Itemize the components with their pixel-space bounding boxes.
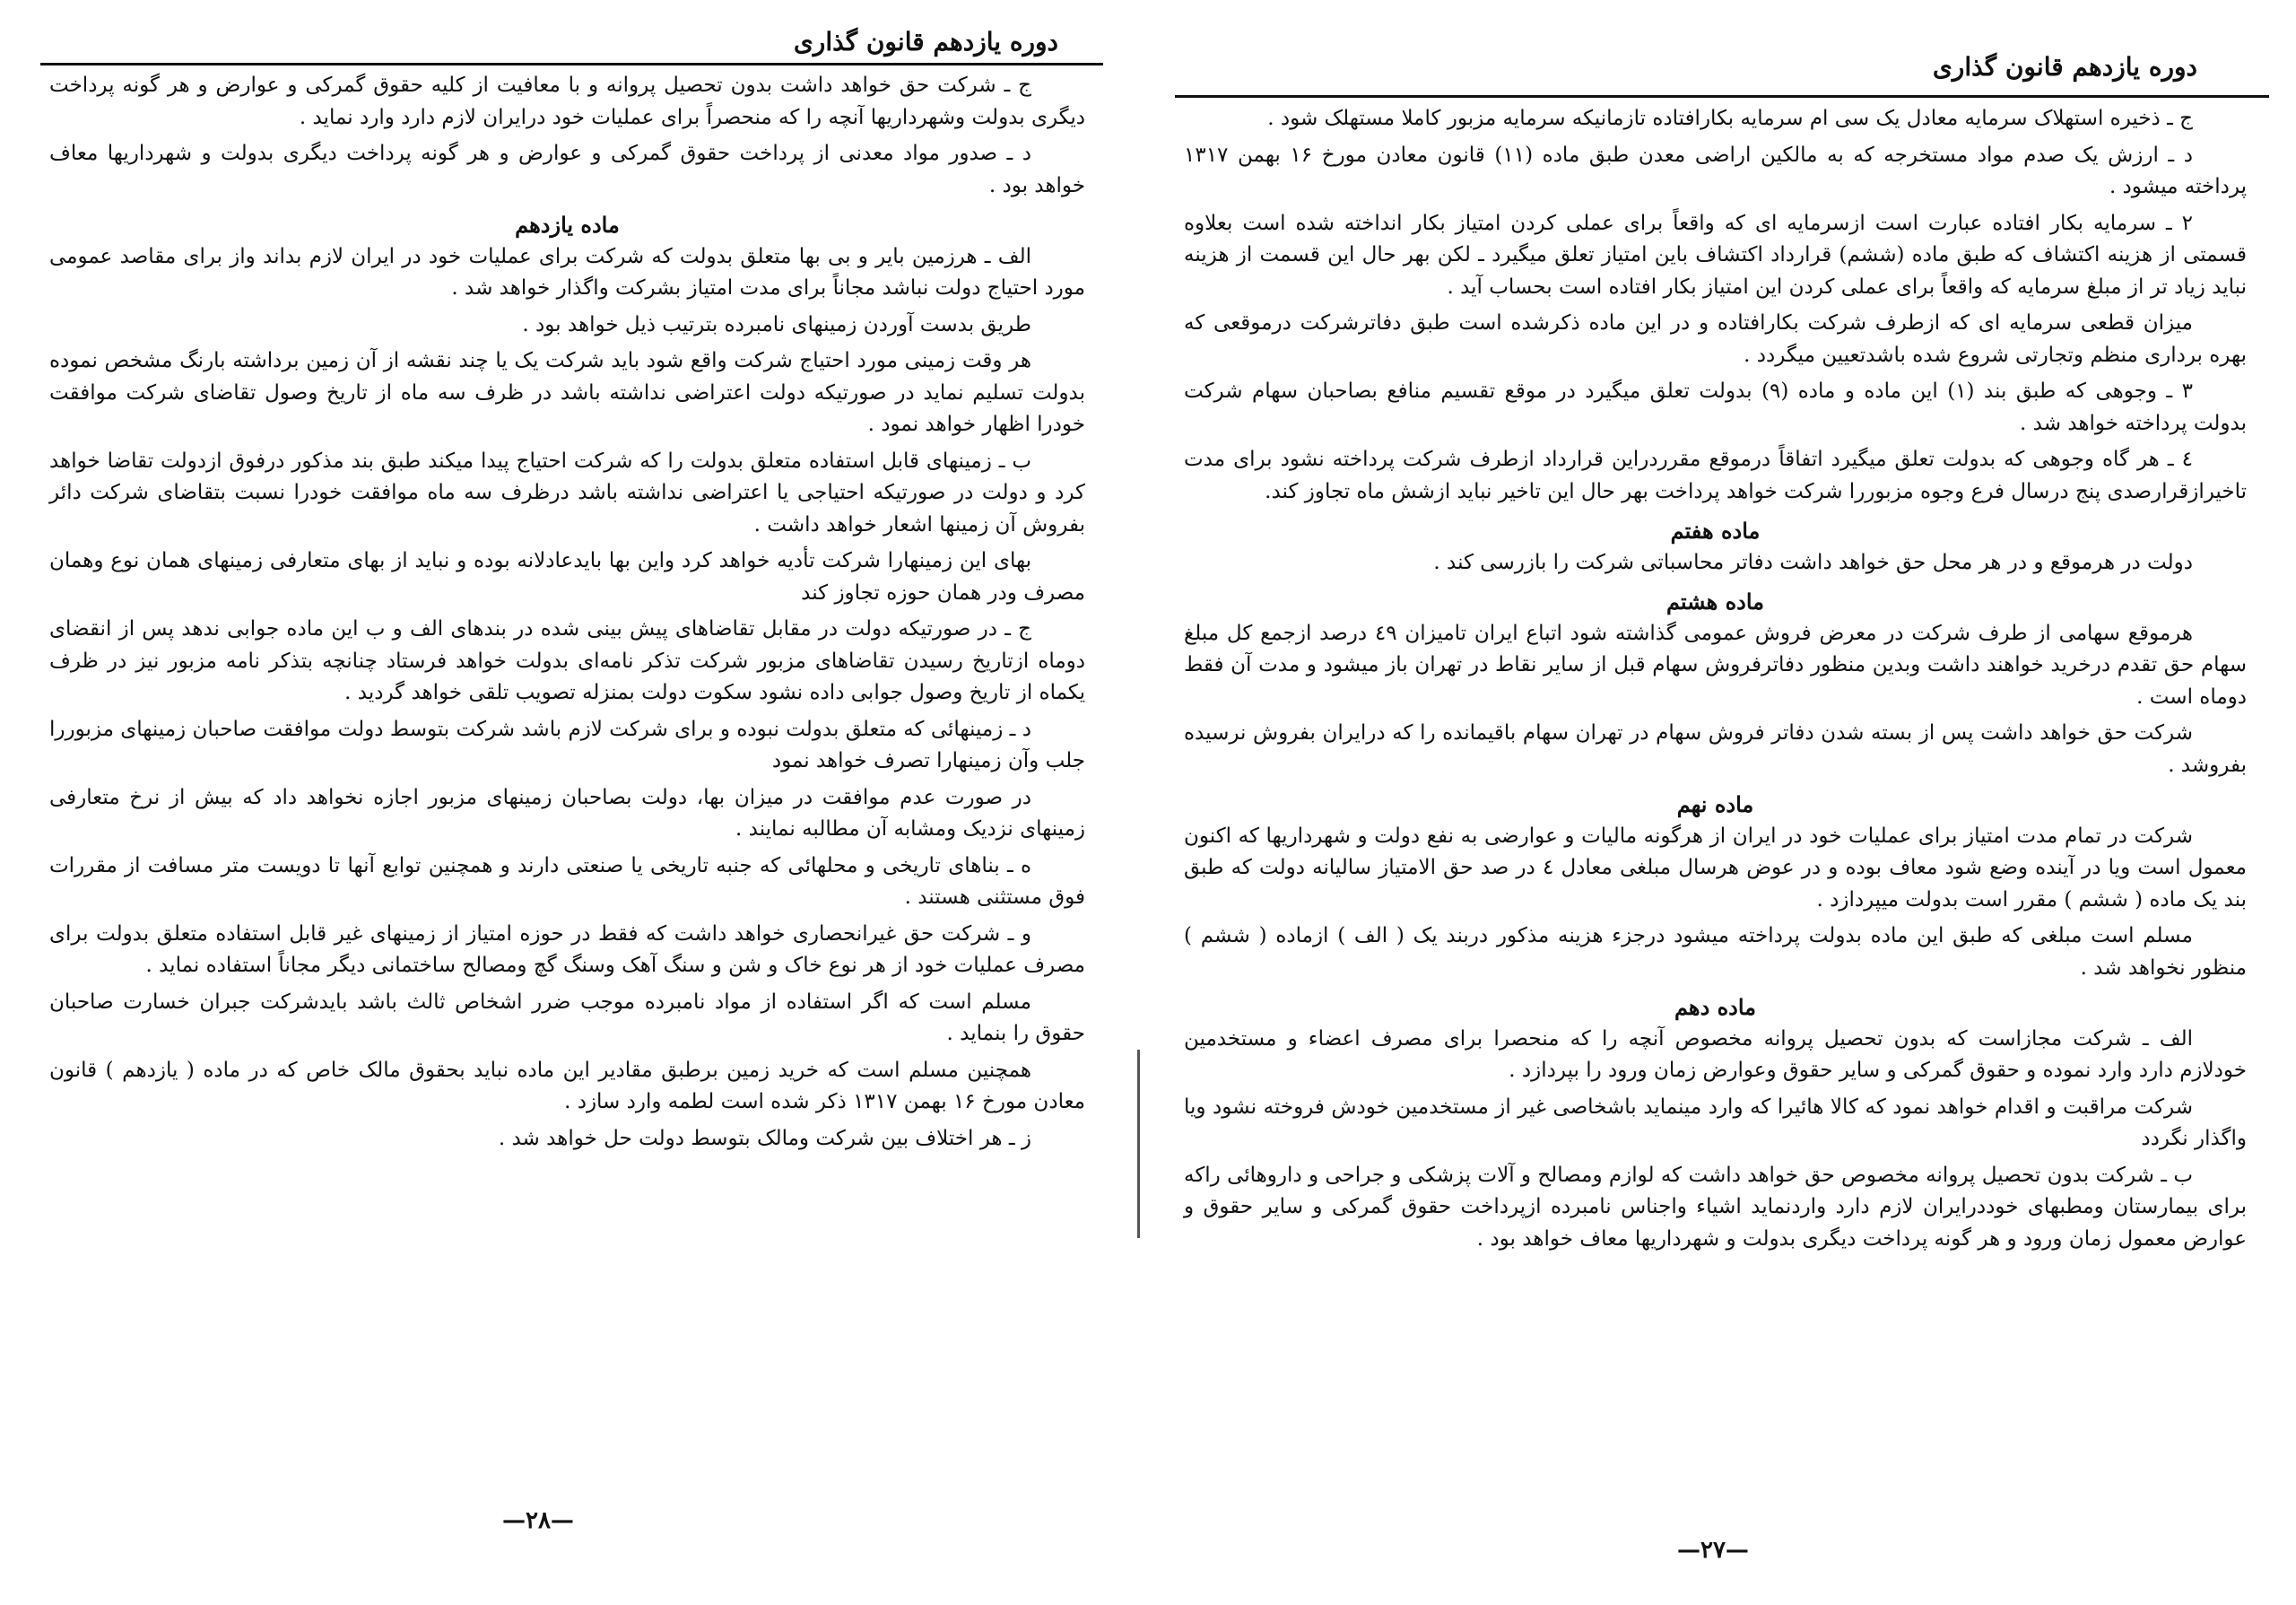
paragraph: طریق بدست آوردن زمینهای نامبرده بترتیب ذیل خواهد بود .	[522, 312, 1031, 336]
paragraph: میزان قطعی سرمایه ای که ازطرف شرکت بکارافتاده و در این ماده ذکرشده است طبق دفاترشرکت درموقعی که بهره برداری منظم وتجارتی شروع شده باشدتعیین میگردد .	[1184, 311, 2247, 367]
left-page	[0, 0, 1139, 1605]
paragraph: ج ـ شرکت حق خواهد داشت بدون تحصیل پروانه و با معافیت از کلیه حقوق گمرکی و عوارض و هر گونه پرداخت دیگری بدولت وشهرداریها آنچه را که منحصراً برای عملیات خود درایران لازم دارد وارد نماید .	[49, 74, 1085, 129]
paragraph: ج ـ در صورتیکه دولت در مقابل تقاضاهای پیش بینی شده در بندهای الف و ب این ماده جوابی ندهد پس از انقضای دوماه ازتاریخ رسیدن تقاضاهای مزبور شرکت تذکر نامه‌ای بدولت خواهد فرستاد چنانچه بتذکر نامه مزبور نیز در ظرف یکماه از تاریخ وصول جوابی داده نشود سکوت دولت بمنزله تصویب تلقی خواهد گردید .	[49, 617, 1085, 704]
article-heading: ماده دهم	[1674, 994, 1757, 1020]
paragraph: دولت در هرموقع و در هر محل حق خواهد داشت دفاتر محاسباتی شرکت را بازرسی کند .	[1433, 550, 2193, 574]
paragraph: ٤ ـ هر گاه وجوهی که بدولت تعلق میگیرد اتفاقاً درموقع مقرردراین قرارداد ازطرف شرکت پرداخته نشود برای مدت تاخیرازقرارصدی پنج درسال فرع وجوه مزبوررا شرکت خواهد پرداخت بهر حال این تاخیر نباید ازشش ماه تجاوز کند.	[1184, 448, 2247, 503]
paragraph: ه ـ بناهای تاریخی و محلهائی که جنبه تاریخی یا صنعتی دارند و همچنین توابع آنها تا دویست متر مسافت از مقررات فوق مستثنی هستند .	[49, 853, 1085, 909]
paragraph: الف ـ شرکت مجازاست که بدون تحصیل پروانه مخصوص آنچه را که منحصرا برای مصرف اعضاء و مستخدمین خودلازم دارد وارد نموده و حقوق گمرکی و سایر حقوق وعوارض زمان ورود را بپردازد .	[1184, 1026, 2247, 1082]
paragraph: د ـ ارزش یک صدم مواد مستخرجه که به مالکین اراضی معدن طبق ماده (۱۱) قانون معادن مورخ ۱۶ بهمن ۱۳۱۷ پرداخته میشود .	[1184, 143, 2247, 198]
right-page-header: دوره یازدهم قانون گذاری	[1932, 52, 2197, 82]
left-page-body	[49, 70, 1085, 1159]
paragraph: شرکت در تمام مدت امتیاز برای عملیات خود در ایران از هرگونه مالیات و عوارضی به نفع دولت و شهرداریها که اکنون معمول است ویا در آینده وضع شود معاف بوده و در عوض هرسال مبلغی معادل ٤ در صد حق الامتیاز سالیانه دولت که طبق بند یک ماده ( ششم ) مقرر است بدولت میپردازد .	[1184, 824, 2248, 912]
paragraph: مسلم است که اگر استفاده از مواد نامبرده موجب ضرر اشخاص ثالث باشد بایدشرکت جبران خسارت صاحبان حقوق را بنماید .	[49, 990, 1085, 1045]
article-heading: ماده یازدهم	[515, 212, 620, 238]
paragraph: در صورت عدم موافقت در میزان بها، دولت بصاحبان زمینهای مزبور اجازه نخواهد داد که بیش از نرخ متعارفی زمینهای نزدیک ومشابه آن مطالبه نمایند .	[49, 785, 1085, 841]
right-header-rule	[1175, 95, 2269, 98]
paragraph: ۲ ـ سرمایه بکار افتاده عبارت است ازسرمایه ای که واقعاً برای عملی کردن امتیاز بکار انداخته شده است بعلاوه قسمتی از هزینه اکتشاف که طبق ماده (ششم) قرارداد اکتشاف باین امتیاز تعلق میگیرد ـ لکن بهر حال این قسمت از هزینه نباید زیاد تر از مبلغ سرمایه که واقعاً برای عملی کردن این امتیاز بکار افتاده است بحساب آید .	[1184, 211, 2247, 299]
right-page-number: —۲۷—	[1677, 1537, 1749, 1564]
article-heading: ماده نهم	[1676, 791, 1754, 817]
paragraph: الف ـ هرزمین بایر و بی بها متعلق بدولت که شرکت برای عملیات خود در ایران لازم بداند واز برای مقاصد عمومی مورد احتیاج دولت نباشد مجاناً برای مدت امتیاز بشرکت واگذار خواهد شد .	[49, 244, 1085, 300]
paragraph: هرموقع سهامی از طرف شرکت در معرض فروش عمومی گذاشته شود اتباع ایران تامیزان ٤۹ درصد ازجمع کل مبلغ سهام حق تقدم درخرید خواهند داشت وبدین منظور دفاترفروش سهام قبل از سایر نقاط در تهران باز میشود و مدت آن فقط دوماه است .	[1184, 621, 2247, 709]
article-heading: ماده هفتم	[1670, 518, 1761, 544]
paragraph: مسلم است مبلغی که طبق این ماده بدولت پرداخته میشود درجزء هزینه مذکور دربند یک ( الف ) ازماده ( ششم ) منظور نخواهد شد .	[1184, 924, 2247, 980]
left-page-header: دوره یازدهم قانون گذاری	[793, 27, 1058, 57]
right-page	[1157, 0, 2296, 1605]
paragraph: ز ـ هر اختلاف بین شرکت ومالک بتوسط دولت حل خواهد شد .	[498, 1126, 1031, 1150]
paragraph: ج ـ ذخیره استهلاک سرمایه معادل یک سی ام سرمایه بکارافتاده تازمانیکه سرمایه مزبور کاملا مستهلک شود .	[1267, 107, 2193, 130]
paragraph: هر وقت زمینی مورد احتیاج شرکت واقع شود باید شرکت یک یا چند نقشه از آن زمین برداشته بارنگ مشخص نموده بدولت تسلیم نماید در صورتیکه دولت اعتراضی نداشته باشد در ظرف سه ماه از تاریخ وصول تقاضای شرکت موافقت خودرا اظهار خواهد نمود .	[49, 349, 1085, 436]
article-heading: ماده هشتم	[1665, 589, 1765, 615]
paragraph: ۳ ـ وجوهی که طبق بند (۱) این ماده و ماده (۹) بدولت تعلق میگیرد در موقع تقسیم منافع بصاحبان سهام شرکت بدولت پرداخته خواهد شد .	[1184, 379, 2247, 435]
right-page-body	[1184, 103, 2247, 1260]
left-header-rule	[40, 63, 1103, 65]
paragraph: همچنین مسلم است که خرید زمین برطبق مقادیر این ماده نباید بحقوق مالک خاص که در ماده ( یازدهم ) قانون معادن مورخ ۱۶ بهمن ۱۳۱۷ ذکر شده است لطمه وارد سازد .	[49, 1058, 1085, 1113]
paragraph: د ـ زمینهائی که متعلق بدولت نبوده و برای شرکت لازم باشد شرکت بتوسط دولت موافقت صاحبان زمینهای مزبوررا جلب وآن زمینهارا تصرف خواهد نمود	[49, 717, 1085, 772]
paragraph: د ـ صدور مواد معدنی از پرداخت حقوق گمرکی و عوارض و هر گونه پرداخت دیگری بدولت و شهرداریها معاف خواهد بود .	[49, 142, 1085, 197]
paragraph: بهای این زمینهارا شرکت تأدیه خواهد کرد واین بها بایدعادلانه بوده و نباید از بهای متعارفی زمینهای همان نوع وهمان مصرف ودر همان حوزه تجاوز کند	[49, 549, 1085, 605]
left-page-number: —۲۸—	[502, 1507, 574, 1534]
paragraph: شرکت مراقبت و اقدام خواهد نمود که کالا هائیرا که وارد مینماید باشخاصی غیر از مستخدمین خودش فروخته نشود ویا واگذار نگردد	[1184, 1095, 2247, 1150]
paragraph: شرکت حق خواهد داشت پس از بسته شدن دفاتر فروش سهام در تهران سهام باقیمانده را که درایران بفروش نرسیده بفروشد .	[1184, 721, 2247, 777]
book-spine-mark	[1137, 1050, 1140, 1238]
paragraph: و ـ شرکت حق غیرانحصاری خواهد داشت که فقط در حوزه امتیاز از زمینهای غیر قابل استفاده متعلق بدولت برای مصرف عملیات خود از هر نوع خاک و شن و سنگ آهک وسنگ گچ ومصالح ساختمانی دیگر مجاناً استفاده نماید .	[49, 921, 1085, 977]
paragraph: ب ـ شرکت بدون تحصیل پروانه مخصوص حق خواهد داشت که لوازم ومصالح و آلات پزشکی و جراحی و داروهائی راکه برای بیمارستان ومطبهای خوددرایران لازم دارد واردنماید اشیاء واجناس نامبرده ازپرداخت حقوق گمرکی و سایر حقوق و عوارض معمول زمان ورود و هر گونه پرداخت دیگری بدولت و شهرداریها معاف خواهد بود .	[1184, 1163, 2247, 1251]
paragraph: ب ـ زمینهای قابل استفاده متعلق بدولت را که شرکت احتیاج پیدا میکند طبق بند مذکور درفوق ازدولت تقاضا خواهد کرد و دولت در صورتیکه احتیاجی یا اعتراضی نداشته باشد درظرف سه ماه موافقت خودرا نسبت بتقاضای شرکت دائر بفروش آن زمینها اشعار خواهد داشت .	[49, 449, 1085, 536]
